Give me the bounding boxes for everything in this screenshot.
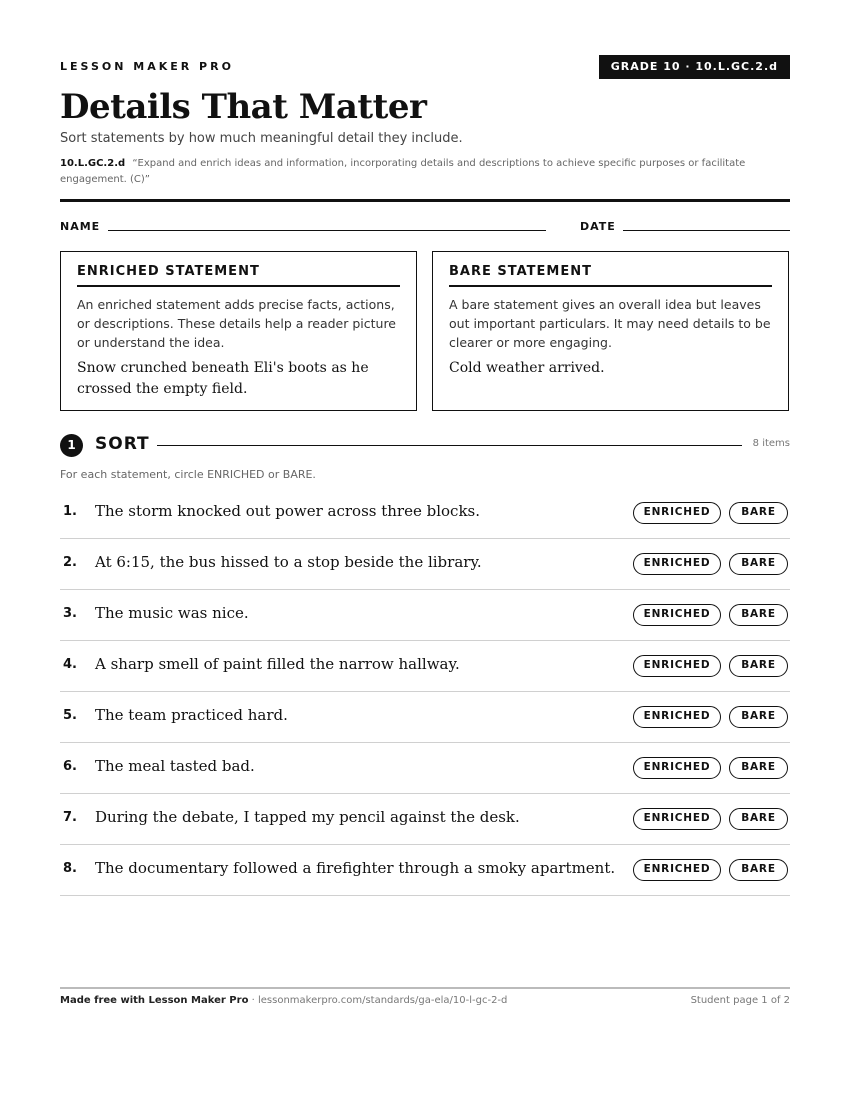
card-description: An enriched statement adds precise facts, actions, or descriptions. These details help a reader picture or understand the idea. [77, 297, 397, 350]
statement-list [60, 488, 790, 896]
list-item [60, 692, 790, 743]
bare-option[interactable]: BARE [729, 553, 788, 575]
item-number: 5. [63, 708, 77, 723]
page-title: Details That Matter [60, 87, 427, 127]
item-number: 2. [63, 555, 77, 570]
footer-brand: Made free with Lesson Maker Pro [60, 995, 249, 1006]
enriched-option[interactable]: ENRICHED [633, 706, 721, 728]
bare-option[interactable]: BARE [729, 604, 788, 626]
item-number: 1. [63, 504, 77, 519]
item-number: 4. [63, 657, 77, 672]
date-field[interactable] [623, 230, 790, 231]
list-item [60, 794, 790, 845]
card-example: Cold weather arrived. [449, 360, 605, 376]
standard-description [60, 156, 790, 188]
bare-option[interactable]: BARE [729, 808, 788, 830]
bare-option[interactable]: BARE [729, 706, 788, 728]
grade-badge: GRADE 10 · 10.L.GC.2.d [599, 55, 790, 79]
enriched-option[interactable]: ENRICHED [633, 553, 721, 575]
header-divider [60, 199, 790, 202]
brand-name: LESSON MAKER PRO [60, 60, 234, 73]
enriched-option[interactable]: ENRICHED [633, 655, 721, 677]
section-divider [157, 445, 742, 446]
section-title: SORT [95, 434, 150, 454]
enriched-option[interactable]: ENRICHED [633, 502, 721, 524]
list-item [60, 539, 790, 590]
bare-option[interactable]: BARE [729, 859, 788, 881]
item-number: 3. [63, 606, 77, 621]
bare-option[interactable]: BARE [729, 655, 788, 677]
item-statement: A sharp smell of paint filled the narrow hallway. [95, 655, 460, 673]
item-count: 8 items [752, 438, 790, 449]
item-statement: The storm knocked out power across three blocks. [95, 502, 480, 520]
card-title: BARE STATEMENT [449, 264, 772, 287]
enriched-option[interactable]: ENRICHED [633, 859, 721, 881]
list-item [60, 743, 790, 794]
item-statement: During the debate, I tapped my pencil against the desk. [95, 808, 520, 826]
section-number-badge: 1 [60, 434, 83, 457]
section-instruction: For each statement, circle ENRICHED or BARE. [60, 468, 316, 481]
name-date-row [60, 219, 790, 235]
standard-code: 10.L.GC.2.d [60, 158, 126, 169]
page-indicator: Student page 1 of 2 [690, 995, 790, 1006]
date-label: DATE [580, 220, 616, 233]
enriched-statement-card [60, 251, 417, 411]
top-bar [60, 55, 790, 79]
item-statement: The meal tasted bad. [95, 757, 255, 775]
list-item [60, 590, 790, 641]
item-number: 8. [63, 861, 77, 876]
enriched-option[interactable]: ENRICHED [633, 604, 721, 626]
item-statement: At 6:15, the bus hissed to a stop beside the library. [95, 553, 482, 571]
list-item [60, 488, 790, 539]
list-item [60, 845, 790, 896]
bare-statement-card [432, 251, 789, 411]
card-title: ENRICHED STATEMENT [77, 264, 400, 287]
page-subtitle: Sort statements by how much meaningful detail they include. [60, 131, 463, 146]
item-statement: The team practiced hard. [95, 706, 288, 724]
card-example: Snow crunched beneath Eli's boots as he crossed the empty field. [77, 360, 369, 397]
item-number: 6. [63, 759, 77, 774]
name-label: NAME [60, 220, 101, 233]
footer-link[interactable]: · lessonmakerpro.com/standards/ga-ela/10-l-gc-2-d [251, 995, 508, 1006]
section-header [60, 433, 790, 457]
enriched-option[interactable]: ENRICHED [633, 757, 721, 779]
bare-option[interactable]: BARE [729, 757, 788, 779]
list-item [60, 641, 790, 692]
card-description: A bare statement gives an overall idea but leaves out important particulars. It may need details to be clearer or more engaging. [449, 297, 771, 350]
enriched-option[interactable]: ENRICHED [633, 808, 721, 830]
standard-text: “Expand and enrich ideas and information, incorporating details and descriptions to achieve specific purposes or facilitate engagement. (C)” [60, 158, 746, 185]
footer-divider [60, 987, 790, 989]
footer [60, 995, 790, 1006]
item-statement: The music was nice. [95, 604, 249, 622]
name-field[interactable] [108, 230, 546, 231]
bare-option[interactable]: BARE [729, 502, 788, 524]
item-statement: The documentary followed a firefighter through a smoky apartment. [95, 859, 616, 877]
item-number: 7. [63, 810, 77, 825]
